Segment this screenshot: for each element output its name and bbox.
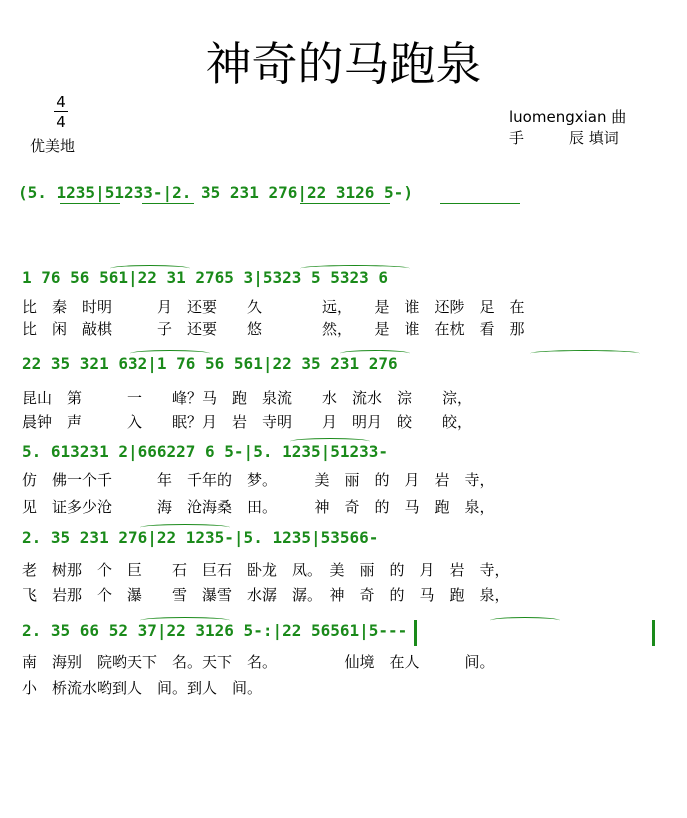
lyrics-system-3-verse-2: 晨钟 声 入 眠？月 岩 寺明 月 明月 皎 皎， (22, 413, 473, 431)
lyrics-system-5-verse-1: 老 树那 个 巨 石 巨石 卧龙 凤。 美 丽 的 月 岩 寺， (22, 561, 510, 579)
slur-mark (110, 265, 190, 272)
beam-mark (440, 203, 520, 204)
lyricist-credit: 手 辰 填词 (509, 129, 619, 147)
time-signature-top: 4 (56, 93, 66, 111)
repeat-barline (414, 620, 417, 646)
slur-mark (530, 350, 640, 357)
slur-mark (140, 524, 230, 531)
beam-mark (142, 203, 194, 204)
lyrics-system-2-verse-2: 比 闲 敲棋 子 还要 悠 然， 是 谁 在枕 看 那 (22, 320, 525, 338)
slur-mark (140, 617, 230, 624)
notes-system-1: (5. 1235|51233-|2. 35 231 276|22 3126 5-) (18, 183, 413, 202)
slur-mark (300, 265, 410, 272)
song-title: 神奇的马跑泉 (205, 37, 482, 91)
expression-marking: 优美地 (30, 137, 76, 155)
final-barline (652, 620, 655, 646)
lyrics-system-3-verse-1: 昆山 第 一 峰？马 跑 泉流 水 流水 淙 淙， (22, 389, 473, 407)
lyrics-system-4-verse-1: 仿 佛一个千 年 千年的 梦。 美 丽 的 月 岩 寺， (22, 471, 495, 489)
lyrics-system-6-verse-2: 小 桥流水哟到人 间。到人 间。 (22, 679, 263, 697)
notes-system-5: 2. 35 231 276|22 1235-|5. 1235|53566- (22, 528, 379, 547)
time-signature-bottom: 4 (56, 113, 66, 131)
notes-system-2: 1 76 56 561|22 31 2765 3|5323 5 5323 6 (22, 268, 389, 287)
lyrics-system-6-verse-1: 南 海别 院哟天下 名。天下 名。 仙境 在人 间。 (22, 653, 495, 671)
notes-system-6: 2. 35 66 52 37|22 3126 5-:|22 56561|5--- (22, 621, 408, 640)
notes-system-4: 5. 613231 2|666227 6 5-|5. 1235|51233- (22, 442, 389, 461)
slur-mark (130, 350, 210, 357)
lyrics-system-5-verse-2: 飞 岩那 个 瀑 雪 瀑雪 水潺 潺。 神 奇 的 马 跑 泉， (22, 586, 510, 604)
beam-mark (60, 203, 120, 204)
lyrics-system-4-verse-2: 见 证多少沧 海 沧海桑 田。 神 奇 的 马 跑 泉， (22, 498, 495, 516)
lyrics-system-2-verse-1: 比 秦 时明 月 还要 久 远， 是 谁 还陟 足 在 (22, 298, 525, 316)
slur-mark (290, 438, 370, 445)
beam-mark (300, 203, 390, 204)
time-signature-rule (54, 111, 68, 112)
slur-mark (340, 350, 410, 357)
slur-mark (490, 617, 560, 624)
notes-system-3: 22 35 321 632|1 76 56 561|22 35 231 276 (22, 354, 398, 373)
composer-credit: luomengxian 曲 (509, 108, 627, 126)
